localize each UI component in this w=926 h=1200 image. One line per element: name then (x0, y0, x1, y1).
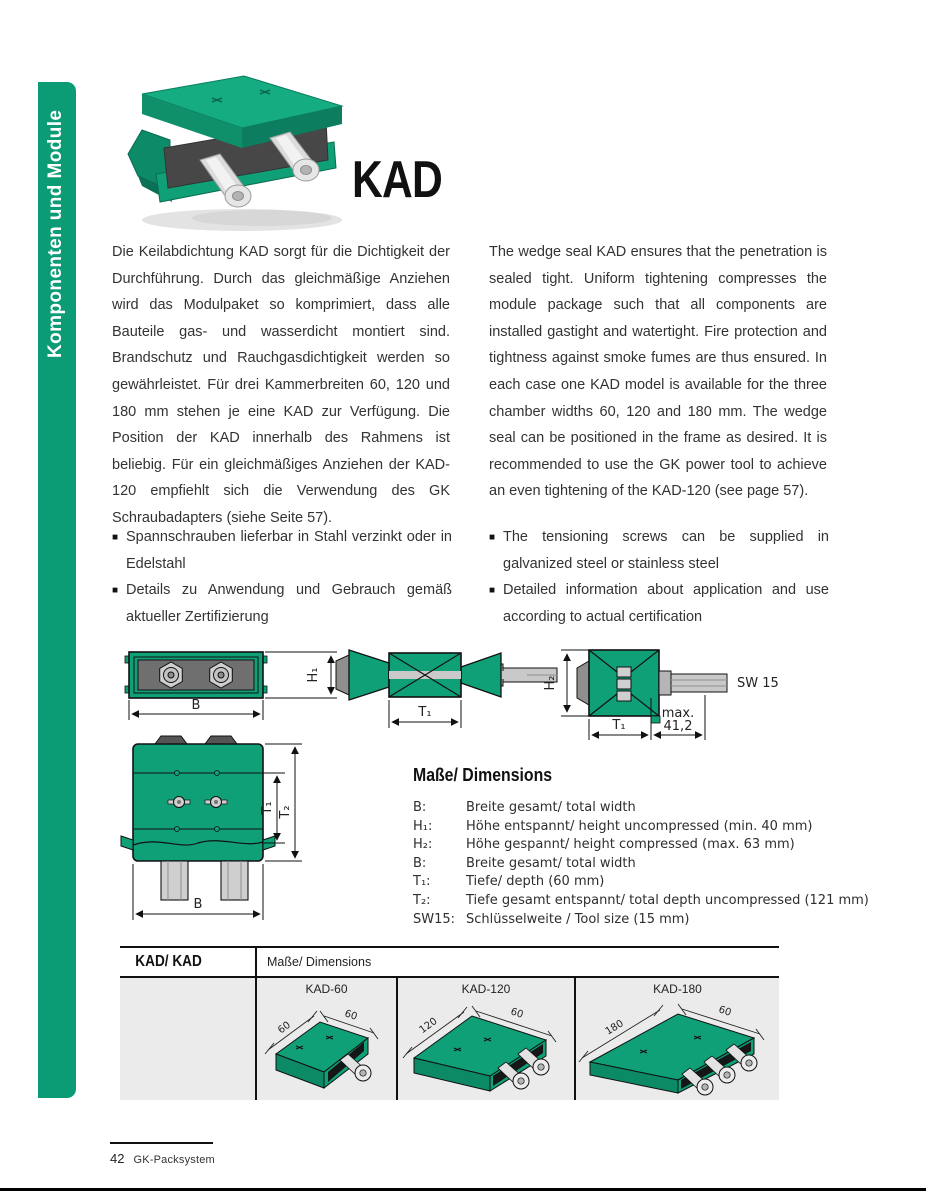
kad180-drawing (578, 996, 778, 1096)
drawing-compressed-view (543, 650, 779, 740)
dim-label: 60 (716, 1004, 733, 1019)
drawing-side-view (336, 650, 557, 728)
dimension-row (413, 836, 869, 855)
table-header-row (120, 948, 779, 978)
dim-label-B: B (191, 698, 201, 713)
dim-label-T1-top: T₁ (260, 801, 275, 815)
list-item (489, 524, 829, 577)
dimension-term: H₁: (413, 818, 433, 834)
dimension-row (413, 911, 869, 930)
dimension-row (413, 818, 869, 837)
intro-paragraph-de: Die Keilabdichtung KAD sorgt für die Dichtigkeit der Durchführung. Durch das gleichmäßige Anziehen wird das Modulpaket so komprimiert, dass alle Bauteile gas- und wasserdicht montiert sind. Brandschutz und Rauchgasdichtigkeit werden so gewährleistet. Für drei Kammerbreiten 60, 120 und 180 mm stehen je eine KAD zur Verfügung. Die Position der KAD innerhalb des Rahmens ist beliebig. Für ein gleichmäßiges Anziehen der KAD-120 empfiehlt sich die Verwendung des GK Schraubadapters (siehe Seite 57). (112, 244, 450, 526)
table-body-row (120, 978, 779, 1100)
dimension-def: Breite gesamt/ total width (466, 855, 636, 871)
footer-rule (110, 1142, 213, 1144)
dimension-row (413, 799, 869, 818)
dim-label-H1: H₁ (306, 667, 321, 683)
dimension-def: Tiefe gesamt entspannt/ total depth uncompressed (121 mm) (466, 892, 869, 908)
dim-label-T2-top: T₂ (278, 805, 293, 819)
dimensions-legend (413, 765, 869, 929)
dim-label-max-value: 41,2 (663, 719, 693, 734)
dim-label-T1-compressed: T₁ (612, 718, 626, 733)
dim-label: 180 (603, 1018, 626, 1038)
dim-label-B-top: B (193, 897, 203, 912)
brand-name: GK-Packsystem (133, 1154, 215, 1166)
product-name: KAD-180 (653, 982, 702, 996)
dimension-term: B: (413, 855, 427, 871)
dimension-term: T₂: (413, 892, 431, 908)
dimension-term: T₁: (413, 874, 431, 890)
dimension-def: Höhe gespannt/ height compressed (max. 63 mm) (466, 837, 795, 853)
page-bottom-rule (0, 1188, 926, 1191)
bullet-list-de (112, 524, 452, 630)
list-item-text: The tensioning screws can be supplied in galvanized steel or stainless steel (503, 529, 829, 572)
page-number: 42 (110, 1151, 125, 1166)
dim-label-SW15: SW 15 (737, 676, 779, 691)
dimension-def: Breite gesamt/ total width (466, 800, 636, 815)
list-item (489, 577, 829, 630)
list-item (112, 524, 452, 577)
table-row-label: KAD/ KAD (135, 953, 202, 970)
dim-label-T1: T₁ (418, 705, 432, 720)
page-title: KAD (352, 151, 442, 209)
table-cell-kad60 (255, 978, 396, 1100)
square-bullet-icon: ■ (112, 532, 119, 543)
dim-label: 60 (342, 1008, 359, 1023)
dimension-term: SW15: (413, 911, 456, 927)
chapter-tab-label: Komponenten und Module (45, 109, 66, 358)
list-item-text: Detailed information about application and use according to actual certification (503, 582, 829, 625)
kad120-drawing (402, 996, 570, 1096)
square-bullet-icon: ■ (489, 532, 496, 543)
square-bullet-icon: ■ (112, 585, 119, 597)
square-bullet-icon: ■ (489, 585, 496, 597)
dim-label-max: max. (661, 706, 695, 721)
page-footer (110, 1142, 215, 1166)
dimension-term: H₂: (413, 837, 433, 853)
footer-text (110, 1151, 215, 1166)
dimensions-rows (413, 799, 869, 929)
dimensions-title: Maße/ Dimensions (413, 765, 553, 785)
dim-label: 60 (509, 1006, 525, 1021)
drawing-top-view (121, 736, 302, 920)
dimension-def: Schlüsselweite / Tool size (15 mm) (466, 911, 690, 927)
dimension-row (413, 892, 869, 911)
list-item-text: Spannschrauben lieferbar in Stahl verzinkt oder in Edelstahl (126, 529, 452, 572)
dimension-def: Höhe entspannt/ height uncompressed (min. 40 mm) (466, 818, 813, 834)
kad60-drawing (262, 996, 392, 1096)
list-item-text: Details zu Anwendung und Gebrauch gemäß aktueller Zertifizierung (126, 582, 452, 625)
intro-paragraph-en: The wedge seal KAD ensures that the penetration is sealed tight. Uniform tightening compresses the module package such that all components are installed gastight and watertight. Fire protection and tightness against smoke fumes are thus ensured. In each case one KAD model is available for the three chamber widths 60, 120 and 180 mm. The wedge seal can be positioned in the frame as desired. It is recommended to use the GK power tool to achieve an even tightening of the KAD-120 (see page 57). (489, 244, 827, 500)
product-name: KAD-60 (305, 982, 348, 996)
table-empty-cell (120, 978, 255, 1100)
dimension-term: B: (413, 800, 427, 815)
dimension-row (413, 873, 869, 892)
dim-label-H2: H₂ (543, 675, 558, 691)
dim-label: 60 (275, 1019, 293, 1037)
dimension-def: Tiefe/ depth (60 mm) (466, 874, 605, 890)
drawing-front-view (125, 652, 337, 720)
variants-table (120, 946, 779, 1100)
product-photo (112, 68, 354, 238)
product-name: KAD-120 (461, 982, 511, 996)
list-item (112, 577, 452, 630)
dimension-row (413, 855, 869, 874)
table-header-dimensions: Maße/ Dimensions (255, 948, 779, 976)
table-cell-kad180 (574, 978, 779, 1100)
table-cell-kad120 (396, 978, 574, 1100)
dim-label: 120 (417, 1015, 440, 1037)
bullet-list-en (489, 524, 829, 630)
